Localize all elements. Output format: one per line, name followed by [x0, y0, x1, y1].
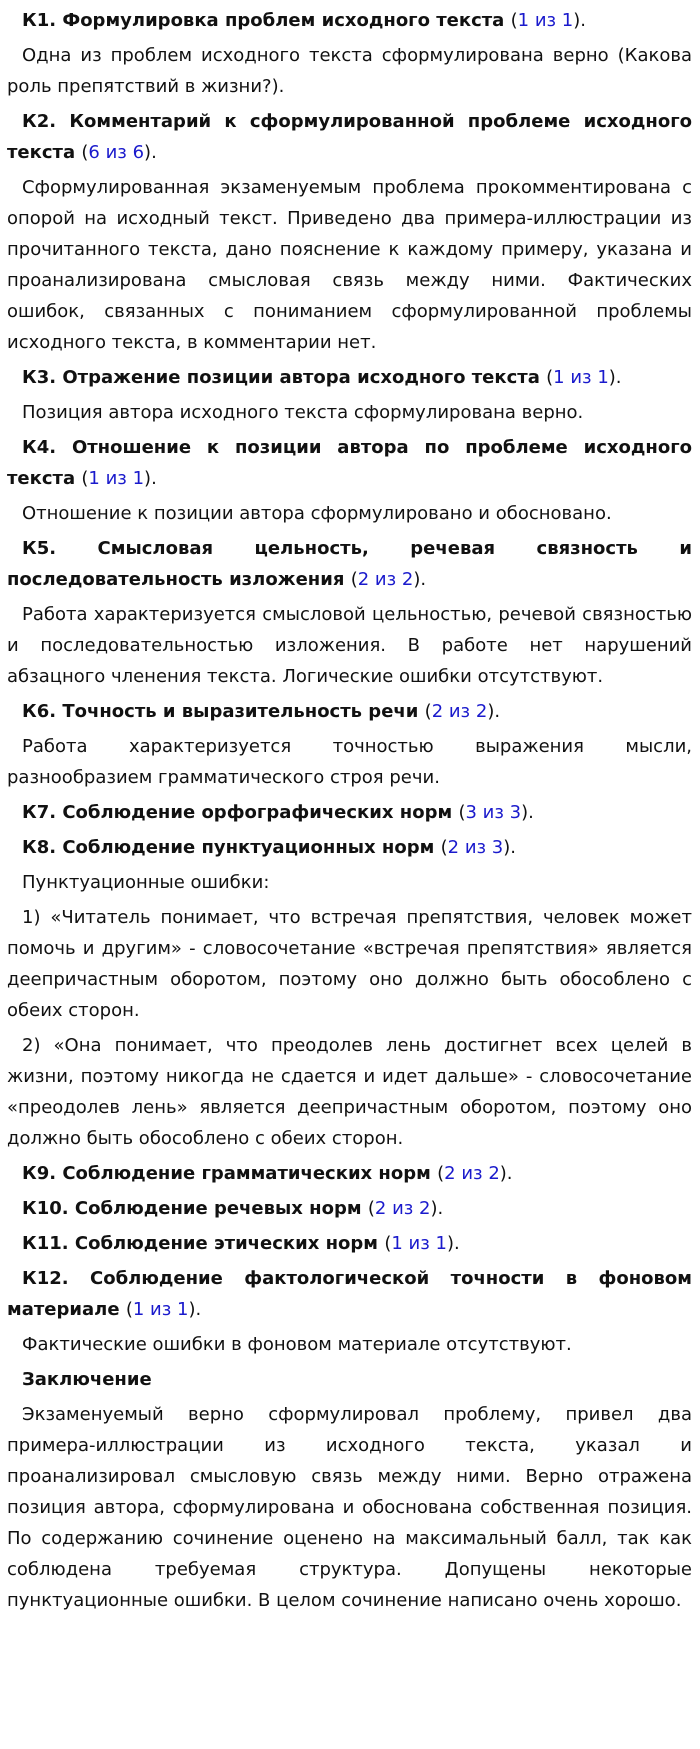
criterion-score: 2 из 3 [447, 837, 504, 858]
punctuation-error-item: 2) «Она понимает, что преодолев лень достигнет всех целей в жизни, поэтому никогда не сдается и идет дальше» - словосочетание «преодолев лень» является деепричастным оборотом, поэтому оно должно быть обособлено с обеих сторон. [7, 1035, 692, 1149]
criterion-score: 2 из 2 [431, 701, 488, 722]
criterion-heading-k4: К4. Отношение к позиции автора по проблеме исходного текста (1 из 1). [7, 437, 692, 489]
criterion-comment: Работа характеризуется точностью выражения мысли, разнообразием грамматического строя речи. [7, 736, 692, 788]
criterion-comment: Одна из проблем исходного текста сформулирована верно (Какова роль препятствий в жизни?). [7, 45, 692, 97]
conclusion-heading: Заключение [22, 1369, 152, 1390]
criterion-title: К8. Соблюдение пунктуационных норм [22, 837, 435, 858]
criterion-title: К9. Соблюдение грамматических норм [22, 1163, 431, 1184]
criterion-comment: Позиция автора исходного текста сформулирована верно. [22, 402, 584, 423]
criterion-title: К2. Комментарий к сформулированной проблеме исходного текста [7, 111, 692, 163]
criterion-heading-k10: К10. Соблюдение речевых норм (2 из 2). [22, 1198, 444, 1219]
criterion-comment: Отношение к позиции автора сформулировано и обосновано. [22, 503, 612, 524]
conclusion-text: Экзаменуемый верно сформулировал проблему, привел два примера-иллюстрации из исходного текста, указал и проанализировал смысловую связь между ними. Верно отражена позиция автора, сформулирована и обоснована собственная позиция. По содержанию сочинение оценено на максимальный балл, так как соблюдена требуемая структура. Допущены некоторые пунктуационные ошибки. В целом сочинение написано очень хорошо. [7, 1404, 692, 1611]
criterion-title: К3. Отражение позиции автора исходного текста [22, 367, 540, 388]
criterion-heading-k7: К7. Соблюдение орфографических норм (3 из 3). [22, 802, 534, 823]
criterion-title: К11. Соблюдение этических норм [22, 1233, 379, 1254]
punctuation-error-item: 1) «Читатель понимает, что встречая препятствия, человек может помочь и другим» - словосочетание «встречая препятствия» является деепричастным оборотом, поэтому оно должно быть обособлено с обеих сторон. [7, 907, 692, 1021]
criterion-title: К5. Смысловая цельность, речевая связность и последовательность изложения [7, 538, 692, 590]
criterion-score: 1 из 1 [553, 367, 609, 388]
criterion-heading-k1: К1. Формулировка проблем исходного текста (1 из 1). [22, 10, 587, 31]
criterion-score: 1 из 1 [88, 468, 145, 489]
criterion-comment: Сформулированная экзаменуемым проблема прокомментирована с опорой на исходный текст. Приведено два примера-иллюстрации из прочитанного текста, дано пояснение к каждому примеру, указана и проанализирована смысловая связь между ними. Фактических ошибок, связанных с пониманием сформулированной проблемы исходного текста, в комментарии нет. [7, 177, 692, 353]
criterion-heading-k9: К9. Соблюдение грамматических норм (2 из 2). [22, 1163, 513, 1184]
criterion-score: 3 из 3 [465, 802, 522, 823]
criterion-score: 2 из 2 [374, 1198, 431, 1219]
criterion-heading-k2: К2. Комментарий к сформулированной проблеме исходного текста (6 из 6). [7, 111, 692, 163]
criterion-title: К12. Соблюдение фактологической точности в фоновом материале [7, 1268, 692, 1320]
criterion-heading-k3: К3. Отражение позиции автора исходного текста (1 из 1). [22, 367, 622, 388]
criterion-heading-k5: К5. Смысловая цельность, речевая связность и последовательность изложения (2 из 2). [7, 538, 692, 590]
criterion-title: К7. Соблюдение орфографических норм [22, 802, 453, 823]
criterion-score: 2 из 2 [444, 1163, 500, 1184]
criterion-heading-k8: К8. Соблюдение пунктуационных норм (2 из 3). [22, 837, 517, 858]
criterion-comment: Фактические ошибки в фоновом материале отсутствуют. [22, 1334, 572, 1355]
criterion-score: 2 из 2 [357, 569, 414, 590]
criterion-title: К4. Отношение к позиции автора по проблеме исходного текста [7, 437, 692, 489]
criterion-title: К6. Точность и выразительность речи [22, 701, 419, 722]
criterion-score: 1 из 1 [391, 1233, 447, 1254]
criterion-score: 1 из 1 [517, 10, 574, 31]
criterion-score: 1 из 1 [132, 1299, 189, 1320]
criterion-score: 6 из 6 [88, 142, 145, 163]
criterion-comment: Пунктуационные ошибки: [22, 872, 270, 893]
criterion-heading-k11: К11. Соблюдение этических норм (1 из 1). [22, 1233, 460, 1254]
criterion-heading-k6: К6. Точность и выразительность речи (2 из 2). [22, 701, 501, 722]
criterion-title: К10. Соблюдение речевых норм [22, 1198, 362, 1219]
criterion-title: К1. Формулировка проблем исходного текста [22, 10, 505, 31]
criterion-heading-k12: К12. Соблюдение фактологической точности в фоновом материале (1 из 1). [7, 1268, 692, 1320]
criterion-comment: Работа характеризуется смысловой цельностью, речевой связностью и последовательностью изложения. В работе нет нарушений абзацного членения текста. Логические ошибки отсутствуют. [7, 604, 692, 687]
